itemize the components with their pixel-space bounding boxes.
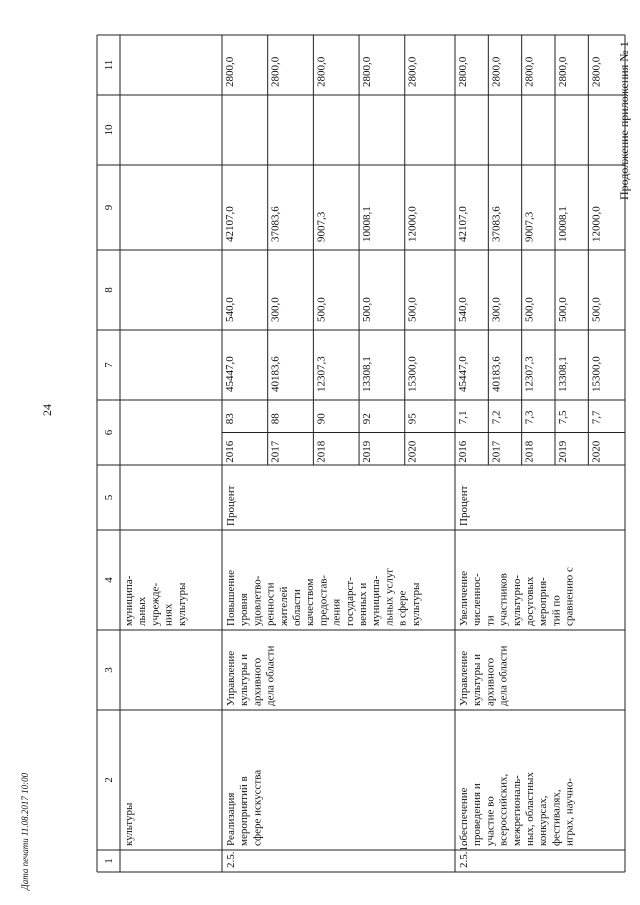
row-unit: Процент: [458, 485, 470, 526]
year-cell: 2018: [523, 440, 536, 463]
row-indicator: Повышение: [225, 569, 237, 626]
col8-value: 500,0: [361, 297, 374, 322]
col8-value: 500,0: [406, 297, 419, 322]
row-indicator: культурно-: [510, 574, 523, 626]
row-executor: архивного: [484, 657, 497, 706]
row-indicator: муниципа-: [370, 575, 383, 626]
row-name: культуры: [123, 802, 135, 846]
year-cell: 2020: [406, 440, 419, 463]
row-indicator: ти: [484, 615, 497, 626]
page-number: 24: [40, 404, 54, 416]
column-number: 11: [103, 59, 115, 71]
row-name: Реализация: [225, 792, 237, 846]
row-indicator: венных и: [357, 582, 369, 626]
column-number: 1: [103, 858, 115, 864]
year-cell: 2016: [224, 440, 236, 463]
row-name: всероссийских,: [497, 773, 510, 846]
indicator-value: 7,2: [490, 410, 503, 425]
col9-value: 12000,0: [406, 206, 419, 242]
col11-value: 2800,0: [315, 56, 328, 87]
col7-value: 40183,6: [269, 356, 282, 392]
year-cell: 2018: [315, 440, 328, 463]
row-indicator: уровня: [238, 593, 251, 626]
col7-value: 13308,1: [361, 356, 374, 392]
row-indicator: ления: [330, 598, 343, 626]
indicator-value: 90: [315, 413, 328, 425]
row-executor: Управление: [458, 650, 470, 706]
row-indicator: ниях: [162, 603, 175, 626]
column-number: 10: [103, 124, 115, 136]
col11-value: 2800,0: [490, 56, 503, 87]
year-cell: 2016: [457, 440, 469, 463]
row-name: конкурсах,: [537, 795, 550, 846]
indicator-value: 7,3: [523, 410, 536, 425]
col7-value: 15300,0: [590, 356, 603, 392]
row-name: фестивалях,: [550, 789, 563, 846]
indicator-value: 7,7: [590, 410, 603, 425]
col11-value: 2800,0: [406, 56, 419, 87]
row-indicator: сравнению с: [563, 567, 576, 626]
row-executor: дела области: [264, 645, 277, 706]
col7-value: 45447,0: [457, 356, 469, 392]
row-indicator: досуговых: [524, 576, 536, 626]
col8-value: 300,0: [490, 297, 503, 322]
row-name: проведения и: [471, 783, 484, 846]
col7-value: 12307,3: [315, 356, 328, 392]
column-number: 8: [103, 287, 115, 293]
indicator-value: 88: [269, 413, 282, 425]
row-number: 2.5.: [225, 851, 237, 868]
row-number: 2.5.1.: [458, 843, 470, 868]
col9-value: 12000,0: [590, 206, 603, 242]
year-cell: 2019: [557, 440, 569, 463]
row-name: участие во: [484, 796, 497, 846]
column-number: 9: [103, 204, 115, 211]
row-indicator: учрежде-: [149, 582, 162, 626]
year-cell: 2017: [269, 440, 282, 463]
year-cell: 2020: [590, 440, 603, 463]
row-indicator: мероприя-: [537, 577, 550, 626]
col8-value: 300,0: [269, 297, 282, 322]
col9-value: 42107,0: [457, 206, 469, 242]
row-indicator: льных услуг: [383, 568, 396, 626]
col7-value: 13308,1: [557, 356, 569, 392]
col9-value: 10008,1: [557, 206, 569, 242]
row-indicator: области: [291, 589, 303, 626]
row-indicator: численнос-: [471, 573, 484, 626]
row-executor: архивного: [251, 657, 264, 706]
col9-value: 10008,1: [361, 206, 374, 242]
row-executor: дела области: [497, 645, 510, 706]
indicator-value: 83: [224, 413, 236, 425]
col7-value: 15300,0: [406, 356, 419, 392]
row-indicator: ренности: [264, 582, 277, 626]
col11-value: 2800,0: [224, 56, 236, 87]
col8-value: 500,0: [315, 297, 328, 322]
col8-value: 500,0: [523, 297, 536, 322]
row-name: играх, научно-: [563, 777, 576, 846]
row-indicator: качеством: [304, 578, 317, 626]
row-indicator: жителей: [277, 586, 290, 626]
row-unit: Процент: [225, 485, 237, 526]
column-number: 5: [103, 494, 115, 501]
year-cell: 2019: [361, 440, 374, 463]
continuation-label: Продолжение приложения № 1: [617, 41, 631, 200]
col11-value: 2800,0: [269, 56, 282, 87]
col8-value: 540,0: [224, 297, 236, 322]
col11-value: 2800,0: [557, 56, 569, 87]
row-name: сфере искусства: [251, 769, 264, 846]
indicator-value: 92: [361, 413, 374, 425]
year-cell: 2017: [490, 440, 503, 463]
row-indicator: тий по: [550, 595, 563, 626]
col9-value: 9007,3: [315, 211, 328, 242]
row-executor: культуры и: [471, 654, 484, 706]
col11-value: 2800,0: [457, 56, 469, 87]
col9-value: 37083,6: [269, 206, 282, 242]
col8-value: 500,0: [557, 297, 569, 322]
row-name: мероприятий в: [238, 776, 251, 846]
column-number: 4: [103, 577, 115, 583]
row-name: межрегиональ-: [510, 775, 523, 846]
row-indicator: культуры: [175, 582, 188, 626]
row-indicator: в сфере: [396, 590, 409, 626]
indicator-value: 7,1: [457, 410, 469, 425]
row-indicator: муниципа-: [123, 575, 135, 626]
column-number: 7: [103, 362, 115, 368]
row-indicator: участников: [497, 573, 510, 626]
row-executor: Управление: [225, 650, 237, 706]
print-date: Дата печати 11.08.2017 10:00: [20, 772, 30, 890]
col11-value: 2800,0: [523, 56, 536, 87]
row-executor: культуры и: [238, 654, 251, 706]
col11-value: 2800,0: [590, 56, 603, 87]
row-indicator: удовлетво-: [251, 575, 264, 626]
column-number: 3: [103, 667, 115, 673]
row-name: обеспечение: [458, 787, 470, 846]
column-number: 2: [103, 777, 115, 783]
col7-value: 40183,6: [490, 356, 503, 392]
row-name: ных, областных: [524, 772, 536, 846]
col9-value: 37083,6: [490, 206, 503, 242]
col8-value: 500,0: [590, 297, 603, 322]
col7-value: 45447,0: [224, 356, 236, 392]
col8-value: 540,0: [457, 297, 469, 322]
col7-value: 12307,3: [523, 356, 536, 392]
row-indicator: предостав-: [317, 574, 330, 626]
row-indicator: льных: [136, 596, 149, 626]
col9-value: 9007,3: [523, 211, 536, 242]
row-indicator: Увеличение: [458, 570, 470, 626]
indicator-value: 95: [406, 413, 419, 425]
row-indicator: культуры: [409, 582, 422, 626]
col11-value: 2800,0: [361, 56, 374, 87]
column-number: 6: [103, 429, 115, 436]
row-indicator: государст-: [343, 577, 356, 626]
col9-value: 42107,0: [224, 206, 236, 242]
indicator-value: 7,5: [557, 410, 569, 425]
